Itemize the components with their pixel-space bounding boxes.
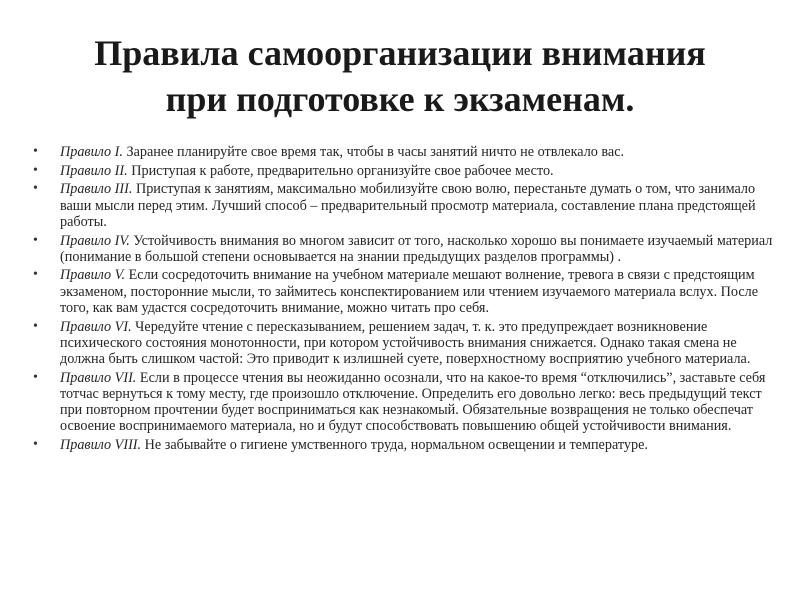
rule-label: Правило II. <box>60 162 128 179</box>
rule-item-5 <box>33 267 778 316</box>
rule-label: Правило IV. <box>60 232 130 249</box>
rule-item-2 <box>33 163 778 179</box>
rule-text: Если сосредоточить внимание на учебном материале мешают волнение, тревога в связи с предстоящим экзаменом, посторонние мысли, то займитесь конспектированием или чтением изучаемого материала вслух. После того, как вам удастся сосредоточить внимание, можно читать про себя. <box>60 267 759 316</box>
bullet-icon: • <box>33 369 38 385</box>
rule-label: Правило I. <box>60 144 123 160</box>
bullet-icon: • <box>33 144 38 159</box>
rule-text: Устойчивость внимания во многом зависит от того, насколько хорошо вы понимаете изучаемый материал (понимание в большой степени основывается на знании предыдущих разделов программы) . <box>60 232 773 265</box>
rule-label: Правило VII. <box>60 369 137 386</box>
rule-label: Правило III. <box>60 181 133 198</box>
bullet-icon: • <box>33 181 38 197</box>
rule-text: Заранее планируйте свое время так, чтобы в часы занятий ничто не отвлекало вас. <box>122 144 625 160</box>
rule-text: Не забывайте о гигиене умственного труда, нормальном освещении и температуре. <box>141 436 648 453</box>
rule-item-8 <box>33 437 778 453</box>
rule-label: Правило VIII. <box>60 436 142 453</box>
slide-title-line-2: при подготовке к экзаменам. <box>165 79 635 119</box>
bullet-icon: • <box>33 232 38 248</box>
rule-item-4 <box>33 233 778 265</box>
rule-label: Правило V. <box>60 267 126 284</box>
rule-text: Приступая к занятиям, максимально мобилизуйте свою волю, перестаньте думать о том, что занимало ваши мысли перед этим. Лучший способ – предварительный просмотр материала, составление плана предстоящей работы. <box>60 181 756 230</box>
rule-text: Если в процессе чтения вы неожиданно осознали, что на какое-то время “отключились”, заставьте себя тотчас вернуться к тому месту, где произошло отключение. Определить его довольно легко: весь предыдущий текст при повторном прочтении будет восприниматься как незнакомый. Обязательные возвращения не только обеспечат освоение воспринимаемого материала, но и будут способствовать повышению общей устойчивости внимания. <box>60 369 766 435</box>
bullet-icon: • <box>33 436 38 452</box>
rule-item-6 <box>33 319 778 368</box>
bullet-icon: • <box>33 267 38 283</box>
rule-text: Приступая к работе, предварительно организуйте свое рабочее место. <box>127 162 554 179</box>
rule-label: Правило VI. <box>60 318 132 335</box>
bullet-icon: • <box>33 162 38 178</box>
rule-item-1 <box>33 144 778 160</box>
bullet-icon: • <box>33 318 38 334</box>
slide-title-line-1: Правила самоорганизации внимания <box>94 33 706 73</box>
rules-list <box>33 144 778 456</box>
rule-text: Чередуйте чтение с пересказыванием, решением задач, т. к. это предупреждает возникновение психического состояния монотонности, при котором устойчивость внимания снижается. Однако такая смена не должна быть слишком частой: Это приводит к излишней суете, поверхностному восприятию учебного материала. <box>60 318 751 367</box>
slide-title <box>40 30 760 122</box>
rule-item-3 <box>33 181 778 230</box>
rule-item-7 <box>33 370 778 435</box>
